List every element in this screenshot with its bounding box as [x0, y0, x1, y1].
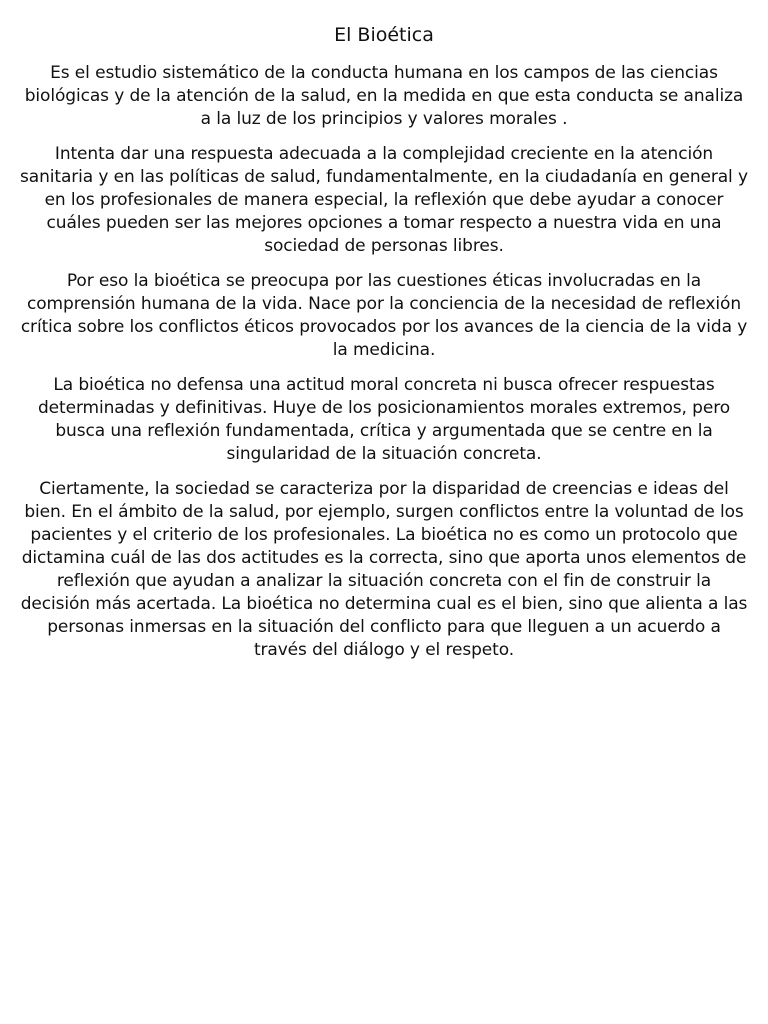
- paragraph-4: La bioética no defensa una actitud moral concreta ni busca ofrecer respuestas determinadas y definitivas. Huye de los posicionamientos morales extremos, pero busca una reflexión fundamentada, crítica y argumentada que se centre en la singularidad de la situación concreta.: [37, 375, 731, 464]
- document-title: El Bioética: [334, 24, 434, 46]
- paragraph-5: Ciertamente, la sociedad se caracteriza por la disparidad de creencias e ideas del bien. En el ámbito de la salud, por ejemplo, surgen conflictos entre la voluntad de los pacientes y el criterio de los profesionales. La bioética no es como un protocolo que dictamina cuál de las dos actitudes es la correcta, sino que aporta unos elementos de reflexión que ayudan a analizar la situación concreta con el fin de construir la decisión más acertada. La bioética no determina cual es el bien, sino que alienta a las personas inmersas en la situación del conflicto para que lleguen a un acuerdo a través del diálogo y el respeto.: [20, 479, 748, 660]
- paragraph-3: Por eso la bioética se preocupa por las cuestiones éticas involucradas en la comprensión humana de la vida. Nace por la conciencia de la necesidad de reflexión crítica sobre los conflictos éticos provocados por los avances de la ciencia de la vida y la medicina.: [20, 271, 748, 360]
- paragraph-1: Es el estudio sistemático de la conducta humana en los campos de las ciencias biológicas y de la atención de la salud, en la medida en que esta conducta se analiza a la luz de los principios y valores morales .: [24, 63, 744, 129]
- paragraph-2: Intenta dar una respuesta adecuada a la complejidad creciente en la atención sanitaria y en las políticas de salud, fundamentalmente, en la ciudadanía en general y en los profesionales de manera especial, la reflexión que debe ayudar a conocer cuáles pueden ser las mejores opciones a tomar respecto a nuestra vida en una sociedad de personas libres.: [20, 144, 748, 256]
